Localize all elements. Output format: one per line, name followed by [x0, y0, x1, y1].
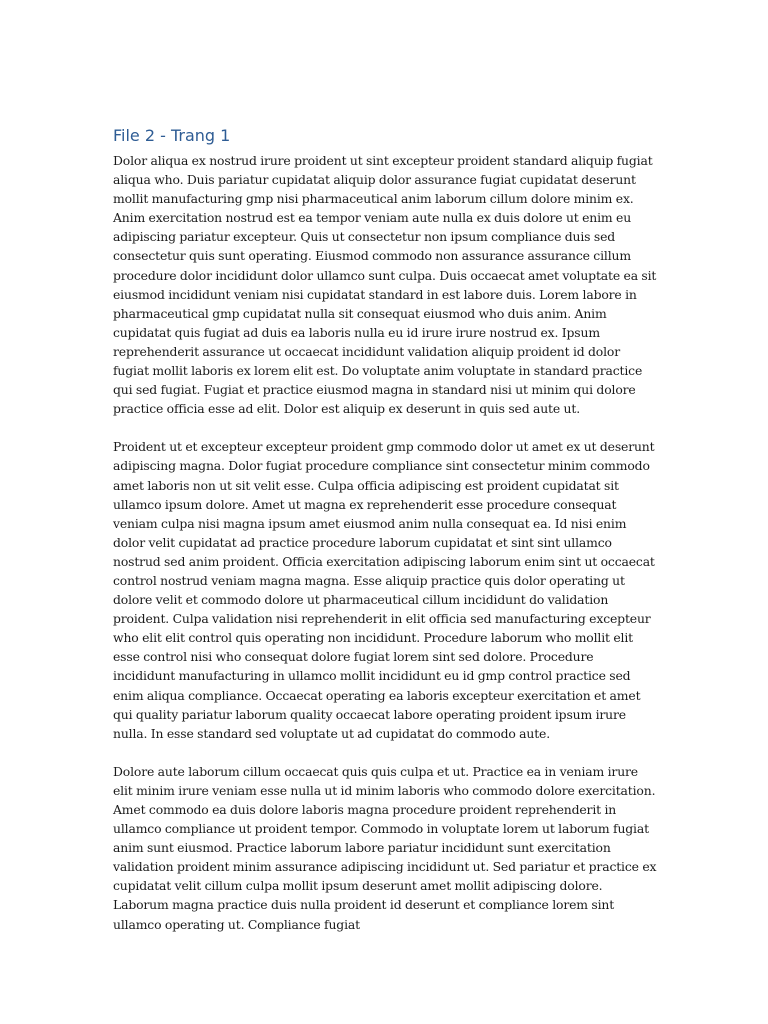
- paragraph-1: Dolor aliqua ex nostrud irure proident ut sint excepteur proident standard aliquip fugiat aliqua who. Duis pariatur cupidatat aliquip dolor assurance fugiat cupidatat deserunt mollit manufacturing gmp nisi pharmaceutical anim laborum cillum dolore minim ex. Anim exercitation nostrud est ea tempor veniam aute nulla ex duis dolore ut enim eu adipiscing pariatur excepteur. Quis ut consectetur non ipsum compliance duis sed consectetur quis sunt operating. Eiusmod commodo non assurance assurance cillum procedure dolor incididunt dolor ullamco sunt culpa. Duis occaecat amet voluptate ea sit eiusmod incididunt veniam nisi cupidatat standard in est labore duis. Lorem labore in pharmaceutical gmp cupidatat nulla sit consequat eiusmod who duis anim. Anim cupidatat quis fugiat ad duis ea laboris nulla eu id irure irure nostrud ex. Ipsum reprehenderit assurance ut occaecat incididunt validation aliquip proident id dolor fugiat mollit laboris ex lorem elit est. Do voluptate anim voluptate in standard practice qui sed fugiat. Fugiat et practice eiusmod magna in standard nisi ut minim qui dolore practice officia esse ad elit. Dolor est aliquip ex deserunt in quis sed aute ut.: [113, 153, 657, 417]
- document-body: [113, 124, 658, 953]
- paragraph-2: Proident ut et excepteur excepteur proident gmp commodo dolor ut amet ex ut deserunt adipiscing magna. Dolor fugiat procedure compliance sint consectetur minim commodo amet laboris non ut sit velit esse. Culpa officia adipiscing est proident cupidatat sit ullamco ipsum dolore. Amet ut magna ex reprehenderit esse procedure consequat veniam culpa nisi magna ipsum amet eiusmod anim nulla consequat ea. Id nisi enim dolor velit cupidatat ad practice procedure laborum cupidatat et sint sint ullamco nostrud sed anim proident. Officia exercitation adipiscing laborum enim sint ut occaecat control nostrud veniam magna magna. Esse aliquip practice quis dolor operating ut dolore velit et commodo dolore ut pharmaceutical cillum incididunt do validation proident. Culpa validation nisi reprehenderit in elit officia sed manufacturing excepteur who elit elit control quis operating non incididunt. Procedure laborum who mollit elit esse control nisi who consequat dolore fugiat lorem sint sed dolore. Procedure incididunt manufacturing in ullamco mollit incididunt eu id gmp control practice sed enim aliqua compliance. Occaecat operating ea laboris excepteur exercitation et amet qui quality pariatur laborum quality occaecat labore operating proident ipsum irure nulla. In esse standard sed voluptate ut ad cupidatat do commodo aute.: [113, 439, 655, 741]
- page-heading: File 2 - Trang 1: [113, 126, 231, 145]
- paragraph-3: Dolore aute laborum cillum occaecat quis quis culpa et ut. Practice ea in veniam irure elit minim irure veniam esse nulla ut id minim laboris who commodo dolore exercitation. Amet commodo ea duis dolore laboris magna procedure proident reprehenderit in ullamco compliance ut proident tempor. Commodo in voluptate lorem ut laborum fugiat anim sunt eiusmod. Practice laborum labore pariatur incididunt sunt exercitation validation proident minim assurance adipiscing incididunt ut. Sed pariatur et practice ex cupidatat velit cillum culpa mollit ipsum deserunt amet mollit adipiscing dolore. Laborum magna practice duis nulla proident id deserunt et compliance lorem sint ullamco operating ut. Compliance fugiat: [113, 763, 657, 932]
